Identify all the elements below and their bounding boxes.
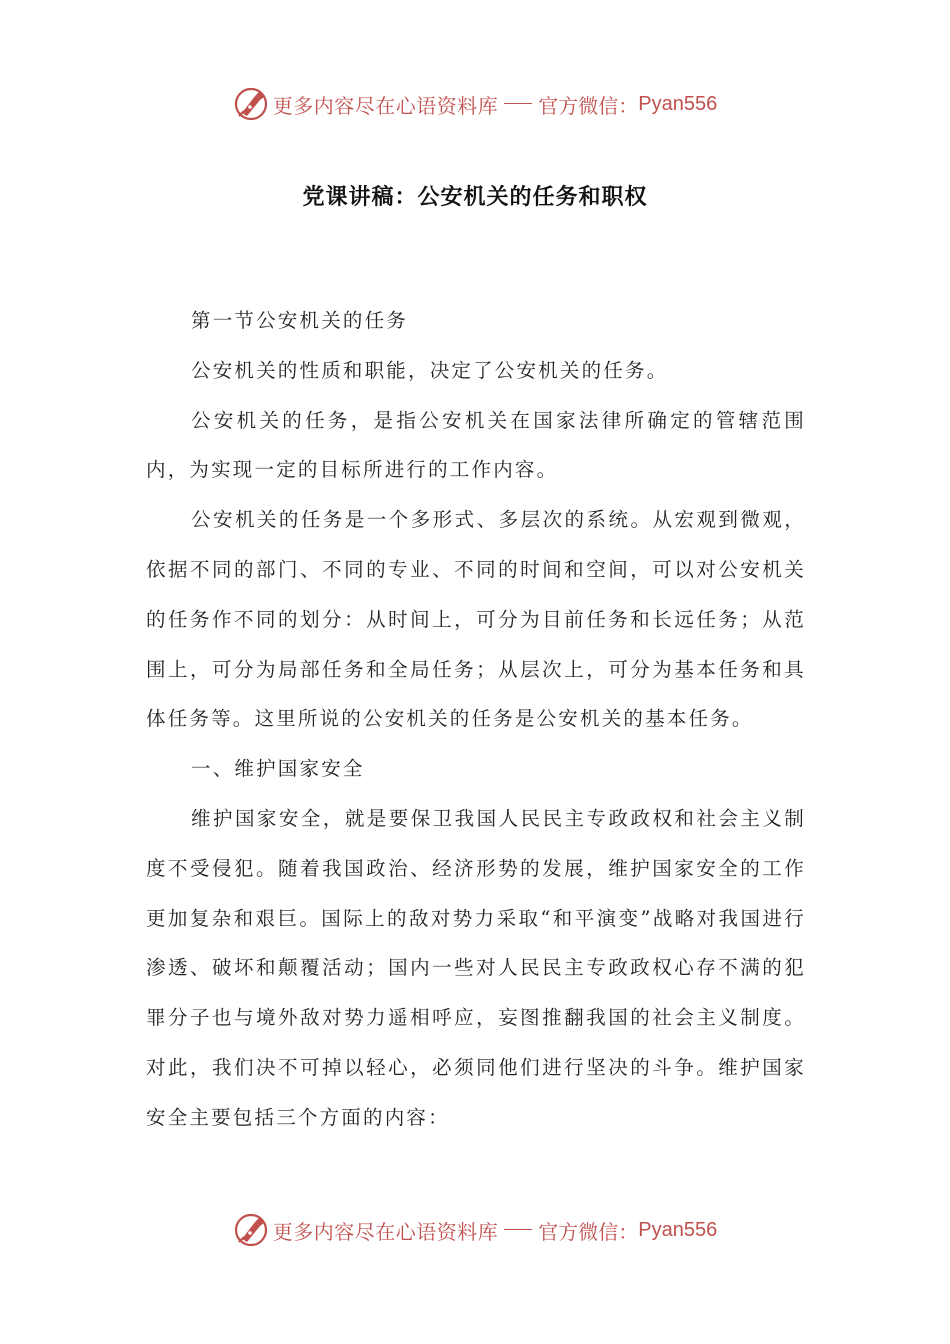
footer-banner <box>0 1208 950 1252</box>
header-banner <box>0 82 950 126</box>
banner-wechat-label: 官方微信： <box>538 1219 639 1244</box>
paragraph: 维护国家安全，就是要保卫我国人民民主专政政权和社会主义制度不受侵犯。随着我国政治、经济形势的发展，维护国家安全的工作更加复杂和艰巨。国际上的敌对势力采取“和平演变”战略对我国进行渗透、破坏和颠覆活动；国内一些对人民民主专政政权心存不满的犯罪分子也与境外敌对势力遥相呼应，妄图推翻我国的社会主义制度。对此，我们决不可掉以轻心，必须同他们进行坚决的斗争。维护国家安全主要包括三个方面的内容： <box>146 806 806 1129</box>
pen-nib-logo-icon <box>233 86 269 122</box>
pen-nib-logo-icon <box>233 1212 269 1248</box>
subsection-heading: 一、维护国家安全 <box>191 757 365 781</box>
banner-wechat-id: Pyan556 <box>638 1218 718 1241</box>
document-title: 党课讲稿：公安机关的任务和职权 <box>302 185 648 210</box>
banner-text: 更多内容尽在心语资料库 <box>272 93 499 118</box>
paragraph: 公安机关的任务，是指公安机关在国家法律所确定的管辖范围内，为实现一定的目标所进行的工作内容。 <box>146 408 806 482</box>
document-body <box>146 296 806 1143</box>
banner-text: 更多内容尽在心语资料库 <box>272 1219 499 1244</box>
banner-wechat-label: 官方微信： <box>538 93 639 118</box>
banner-wechat-id: Pyan556 <box>638 92 718 115</box>
banner-divider <box>504 103 532 104</box>
paragraph: 公安机关的任务是一个多形式、多层次的系统。从宏观到微观，依据不同的部门、不同的专业、不同的时间和空间，可以对公安机关的任务作不同的划分：从时间上，可分为目前任务和长远任务；从范围上，可分为局部任务和全局任务；从层次上，可分为基本任务和具体任务等。这里所说的公安机关的任务是公安机关的基本任务。 <box>146 508 806 731</box>
section-heading: 第一节公安机关的任务 <box>191 309 409 332</box>
paragraph: 公安机关的性质和职能，决定了公安机关的任务。 <box>191 358 669 382</box>
banner-divider <box>504 1229 532 1230</box>
